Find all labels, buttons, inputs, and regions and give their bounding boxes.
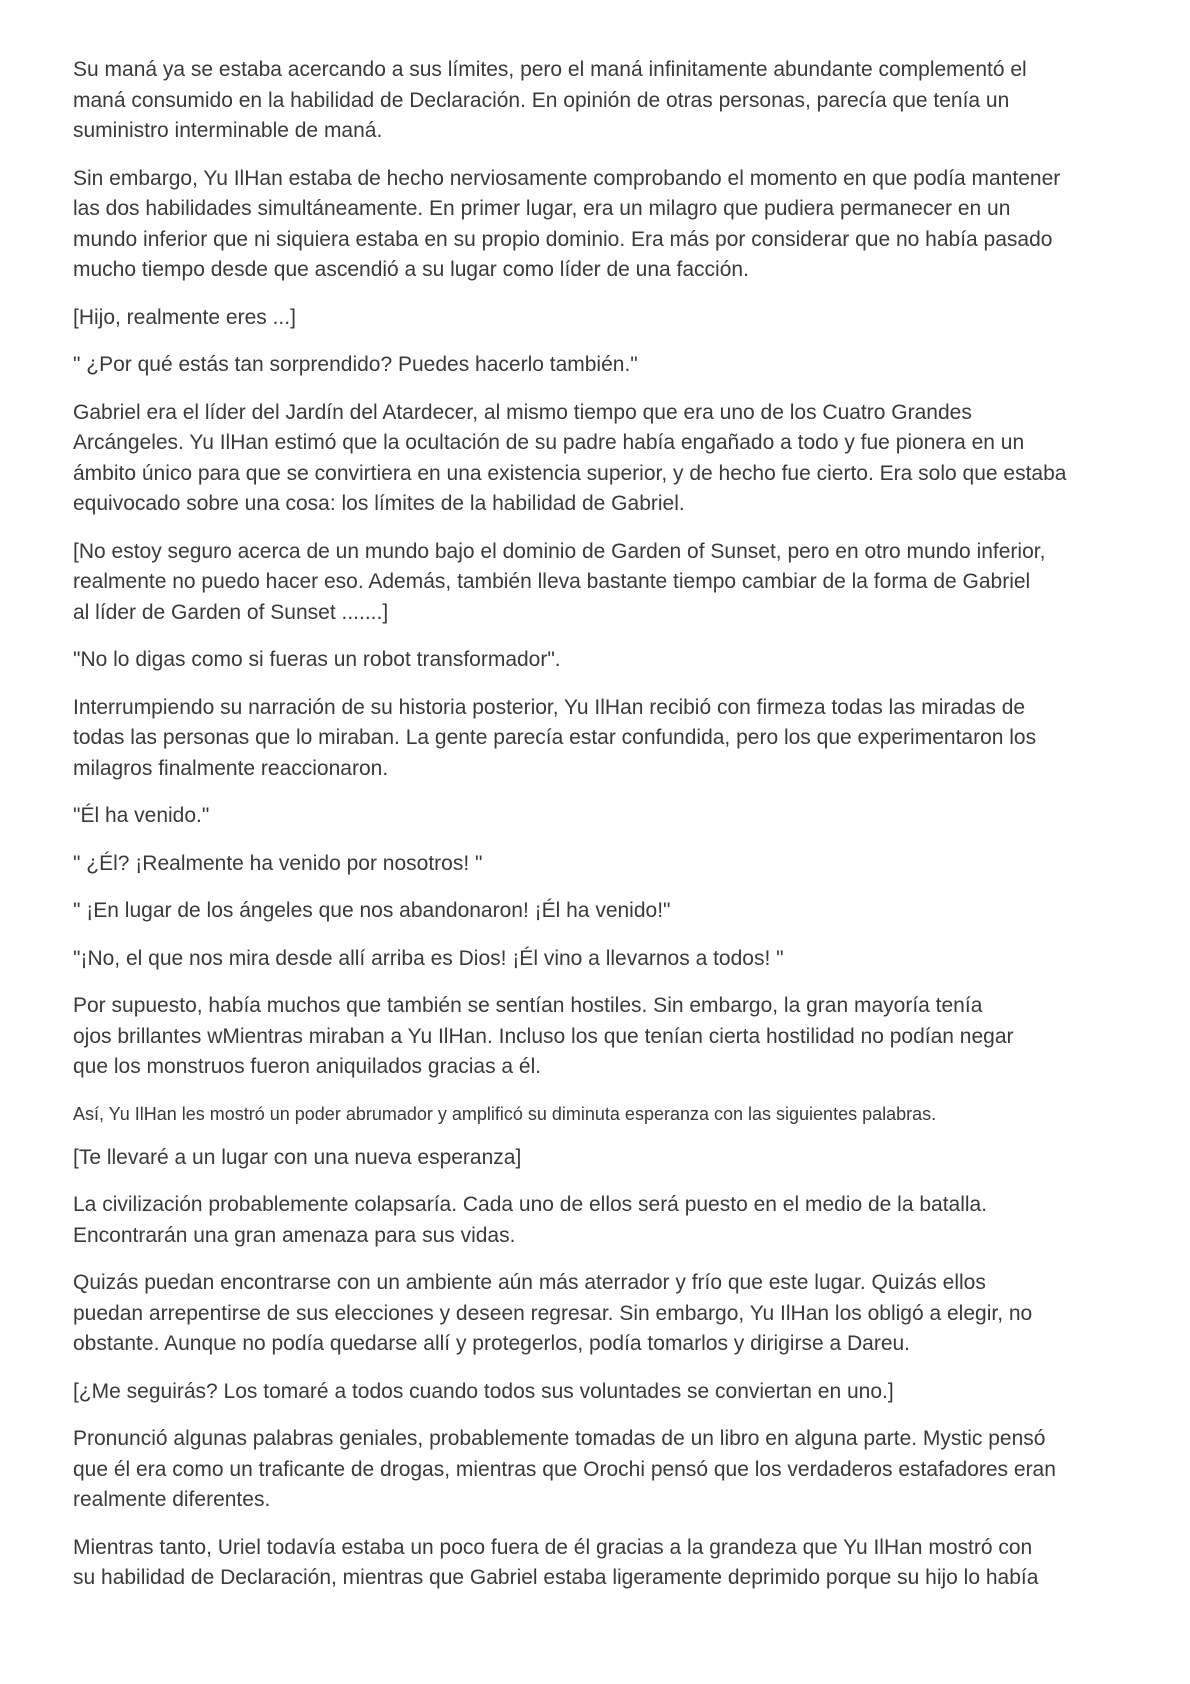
text-line: milagros finalmente reaccionaron. — [73, 756, 389, 780]
text-line: Encontrarán una gran amenaza para sus vidas. — [73, 1223, 516, 1247]
paragraph — [73, 1268, 1133, 1360]
text-line: Sin embargo, Yu IlHan estaba de hecho nerviosamente comprobando el momento en que podía mantener — [73, 166, 1061, 190]
paragraph — [73, 991, 1133, 1083]
paragraph — [73, 1100, 1133, 1128]
paragraph — [73, 801, 1133, 832]
text-line: " ¿Él? ¡Realmente ha venido por nosotros! " — [73, 851, 483, 875]
paragraph — [73, 1377, 1133, 1408]
paragraph — [73, 896, 1133, 927]
text-line: [No estoy seguro acerca de un mundo bajo el dominio de Garden of Sunset, pero en otro mundo inferior, — [73, 539, 1046, 563]
text-line: su habilidad de Declaración, mientras que Gabriel estaba ligeramente deprimido porque su hijo lo había — [73, 1566, 1039, 1589]
text-line: las dos habilidades simultáneamente. En primer lugar, era un milagro que pudiera permanecer en un — [73, 197, 1011, 220]
paragraph — [73, 164, 1133, 286]
text-line: Arcángeles. Yu IlHan estimó que la ocultación de su padre había engañado a todo y fue pionera en un — [73, 431, 1025, 454]
text-line: puedan arrepentirse de sus elecciones y deseen regresar. Sin embargo, Yu IlHan los obligó a elegir, no — [73, 1301, 1033, 1325]
paragraph — [73, 944, 1133, 975]
text-line: obstante. Aunque no podía quedarse allí y protegerlos, podía tomarlos y dirigirse a Dareu. — [73, 1332, 911, 1355]
text-line: [¿Me seguirás? Los tomaré a todos cuando todos sus voluntades se conviertan en uno.] — [73, 1379, 894, 1403]
text-line: Quizás puedan encontrarse con un ambiente aún más aterrador y frío que este lugar. Quizás ellos — [73, 1271, 986, 1294]
paragraph — [73, 693, 1133, 785]
text-line: " ¿Por qué estás tan sorprendido? Puedes hacerlo también." — [73, 353, 638, 376]
paragraph — [73, 55, 1133, 147]
text-line: Así, Yu IlHan les mostró un poder abrumador y amplificó su diminuta esperanza con las siguientes palabras. — [73, 1103, 937, 1124]
document-page — [73, 55, 1133, 1611]
text-line: al líder de Garden of Sunset .......] — [73, 600, 389, 624]
text-line: Mientras tanto, Uriel todavía estaba un poco fuera de él gracias a la grandeza que Yu IlHan mostró con — [73, 1535, 1033, 1559]
text-line: [Hijo, realmente eres ...] — [73, 305, 296, 329]
text-line: realmente no puedo hacer eso. Además, también lleva bastante tiempo cambiar de la forma de Gabriel — [73, 570, 1031, 593]
text-line: suministro interminable de maná. — [73, 119, 383, 142]
text-line: que los monstruos fueron aniquilados gracias a él. — [73, 1055, 542, 1078]
text-line: ámbito único para que se convirtiera en una existencia superior, y de hecho fue cierto. Era solo que estaba — [73, 461, 1067, 485]
text-line: Gabriel era el líder del Jardín del Atardecer, al mismo tiempo que era uno de los Cuatro Grandes — [73, 400, 972, 424]
text-line: mundo inferior que ni siquiera estaba en su propio dominio. Era más por considerar que no había pasado — [73, 227, 1053, 251]
text-line: realmente diferentes. — [73, 1488, 271, 1511]
paragraph — [73, 1424, 1133, 1516]
text-line: " ¡En lugar de los ángeles que nos abandonaron! ¡Él ha venido!" — [73, 899, 671, 922]
paragraph — [73, 645, 1133, 676]
paragraph — [73, 303, 1133, 334]
paragraph — [73, 350, 1133, 381]
paragraph — [73, 849, 1133, 880]
text-line: maná consumido en la habilidad de Declaración. En opinión de otras personas, parecía que tenía un — [73, 88, 1010, 112]
text-line: que él era como un traficante de drogas, mientras que Orochi pensó que los verdaderos estafadores eran — [73, 1457, 1056, 1481]
text-line: Por supuesto, había muchos que también se sentían hostiles. Sin embargo, la gran mayoría tenía — [73, 994, 983, 1017]
text-line: La civilización probablemente colapsaría. Cada uno de ellos será puesto en el medio de la batalla. — [73, 1193, 988, 1216]
paragraph — [73, 537, 1133, 629]
text-line: [Te llevaré a un lugar con una nueva esperanza] — [73, 1145, 522, 1169]
text-line: "No lo digas como si fueras un robot transformador". — [73, 648, 561, 671]
text-line: "¡No, el que nos mira desde allí arriba es Dios! ¡Él vino a llevarnos a todos! " — [73, 946, 784, 970]
text-line: "Él ha venido." — [73, 804, 210, 827]
text-line: Interrumpiendo su narración de su historia posterior, Yu IlHan recibió con firmeza todas las miradas de — [73, 695, 1026, 719]
paragraph — [73, 398, 1133, 520]
text-line: equivocado sobre una cosa: los límites de la habilidad de Gabriel. — [73, 492, 685, 515]
text-line: mucho tiempo desde que ascendió a su lugar como líder de una facción. — [73, 258, 749, 281]
paragraph — [73, 1143, 1133, 1174]
paragraph — [73, 1533, 1133, 1594]
text-line: Pronunció algunas palabras geniales, probablemente tomadas de un libro en alguna parte. Mystic pensó — [73, 1427, 1046, 1450]
paragraph — [73, 1190, 1133, 1251]
text-line: todas las personas que lo miraban. La gente parecía estar confundida, pero los que experimentaron los — [73, 726, 1037, 749]
text-line: Su maná ya se estaba acercando a sus límites, pero el maná infinitamente abundante complementó el — [73, 58, 1027, 81]
text-line: ojos brillantes wMientras miraban a Yu IlHan. Incluso los que tenían cierta hostilidad no podían negar — [73, 1024, 1014, 1048]
